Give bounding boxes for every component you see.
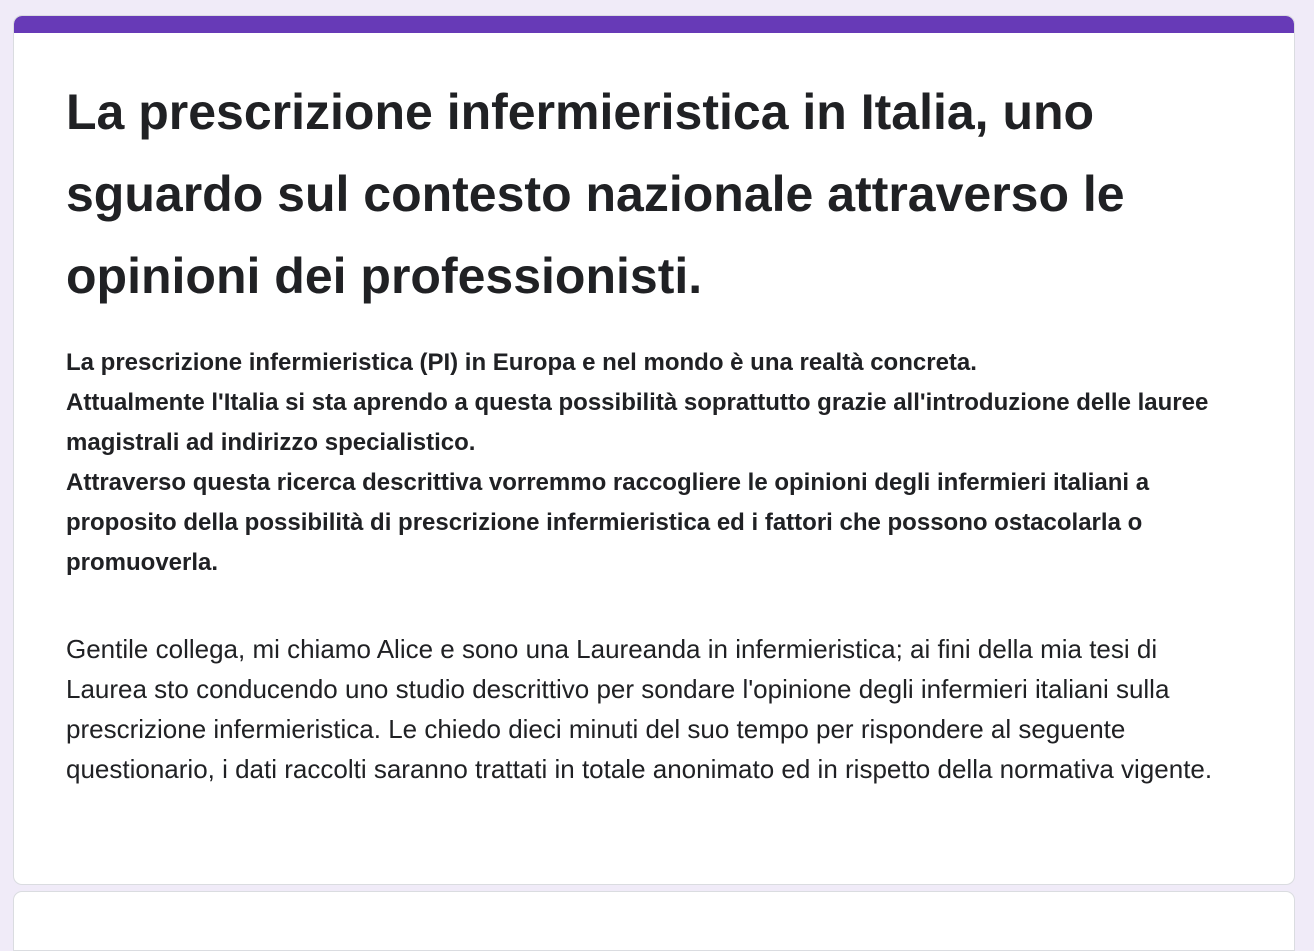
form-description-bold: La prescrizione infermieristica (PI) in Europa e nel mondo è una realtà concreta. Attualmente l'Italia si sta aprendo a questa possibilità soprattutto grazie all'introduzione delle lauree magistrali ad indirizzo specialistico. Attraverso questa ricerca descrittiva vorremmo raccogliere le opinioni degli infermieri italiani a proposito della possibilità di prescrizione infermieristica ed i fattori che possono ostacolarla o promuoverla. bbox=[66, 349, 1209, 576]
form-description: Gentile collega, mi chiamo Alice e sono una Laureanda in infermieristica; ai fini della mia tesi di Laurea sto conducendo uno studio descrittivo per sondare l'opinione degli infermieri italiani sulla prescrizione infermieristica. Le chiedo dieci minuti del suo tempo per rispondere al seguente questionario, i dati raccolti saranno trattati in totale anonimato ed in rispetto della normativa vigente. bbox=[66, 634, 1213, 784]
form-title: La prescrizione infermieristica in Italia, uno sguardo sul contesto nazionale attraverso le opinioni dei professionisti. bbox=[66, 84, 1125, 304]
form-header-content bbox=[14, 33, 1294, 884]
theme-accent-bar bbox=[14, 16, 1294, 33]
next-section-card bbox=[13, 891, 1295, 951]
form-header-card bbox=[13, 15, 1295, 885]
